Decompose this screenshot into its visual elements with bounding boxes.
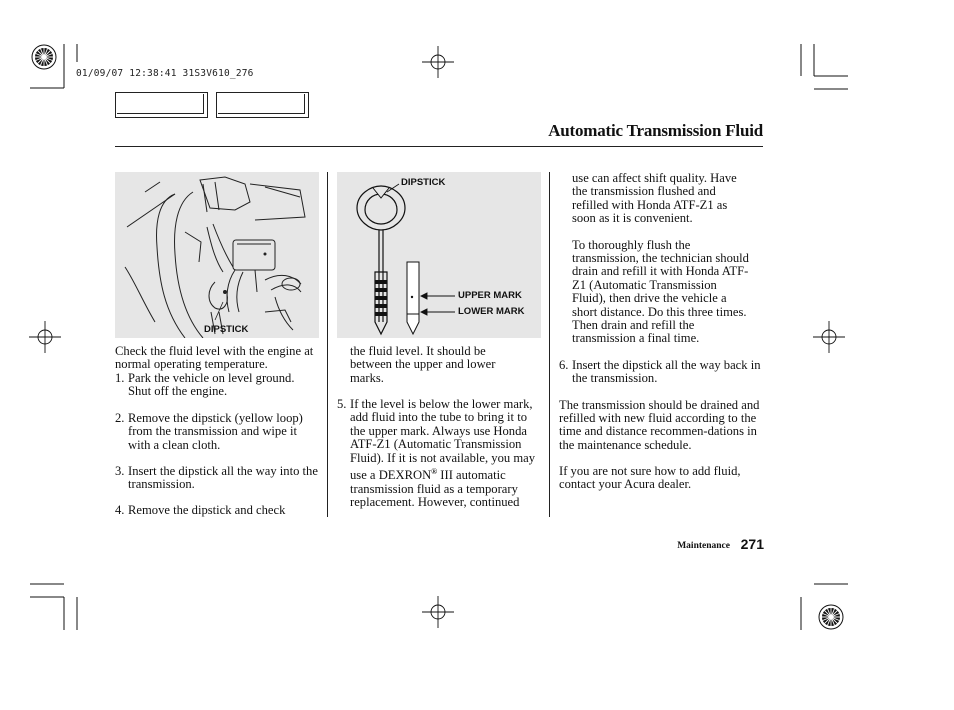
step-number: 2. — [115, 410, 125, 425]
crosshair-target-icon — [422, 46, 454, 78]
column-divider — [549, 172, 550, 517]
print-stamp: 01/09/07 12:38:41 31S3V610_276 — [76, 68, 254, 79]
registered-mark: ® — [431, 467, 438, 477]
step-text: Remove the dipstick and check — [128, 503, 286, 517]
section-tab-box — [115, 92, 208, 118]
step-number: 4. — [115, 503, 125, 517]
dipstick-diagram-figure — [337, 172, 541, 338]
section-tab-box — [216, 92, 309, 118]
step-text: Insert the dipstick all the way into the transmission. — [128, 464, 318, 492]
continuation-paragraph: the fluid level. It should be between the upper and lower marks. — [350, 344, 496, 385]
leader-line — [215, 302, 223, 320]
crosshair-target-icon — [422, 596, 454, 628]
engine-bay-figure — [115, 172, 319, 338]
intro-paragraph: Check the fluid level with the engine at normal operating temperature. — [115, 344, 314, 372]
footer-section-name: Maintenance — [677, 541, 730, 551]
step-5-text-a: If the level is below the lower mark, add fluid into the tube to bring it to the upper mark. Always use Honda ATF-Z1 (Automatic Transmission Fluid). If it is not available, you may use a — [350, 397, 536, 483]
continuation-paragraph: use can affect shift quality. Have the transmission flushed and refilled with Honda ATF-Z1 as soon as it is convenient. — [572, 171, 737, 226]
flush-paragraph: To thoroughly flush the transmission, the technician should drain and refill it with Honda ATF-Z1 (Automatic Transmission Fluid), then drive the vehicle a short distance. Do this three times. Then drain and refill the transmission a final time. — [572, 237, 749, 346]
upper-mark-label: UPPER MARK — [458, 290, 522, 301]
column-1 — [115, 345, 321, 525]
page-title: Automatic Transmission Fluid — [548, 121, 763, 140]
starburst-target-icon — [819, 605, 843, 629]
dipstick-label: DIPSTICK — [401, 177, 446, 188]
dexron-brand: DEXRON — [378, 468, 432, 483]
step-5-text-b: III automatic transmission fluid as a temporary replacement. However, continued — [350, 468, 520, 510]
step-text: Insert the dipstick all the way back in the transmission. — [572, 357, 761, 385]
step-number: 5. — [337, 397, 347, 411]
step-text: Remove the dipstick (yellow loop) from the transmission and wipe it with a clean cloth. — [128, 410, 303, 452]
step-number: 1. — [115, 370, 125, 385]
crosshair-target-icon — [29, 321, 61, 353]
column-3 — [559, 172, 765, 502]
crosshair-target-icon — [813, 321, 845, 353]
drain-paragraph: The transmission should be drained and refilled with new fluid according to the time and distance recommen-dations in the maintenance schedule. — [559, 397, 760, 452]
step-text: Park the vehicle on level ground. Shut off the engine. — [128, 370, 295, 399]
engine-bay-illustration — [115, 172, 319, 338]
starburst-target-icon — [32, 45, 56, 69]
dealer-paragraph: If you are not sure how to add fluid, contact your Acura dealer. — [559, 464, 741, 492]
step-text — [350, 398, 541, 509]
page-number: 271 — [740, 536, 764, 552]
step-number: 6. — [559, 357, 569, 372]
column-2 — [337, 345, 541, 525]
dipstick-label: DIPSTICK — [204, 324, 249, 335]
column-divider — [327, 172, 328, 517]
lower-mark-label: LOWER MARK — [458, 306, 525, 317]
title-rule — [115, 146, 763, 147]
step-number: 3. — [115, 464, 125, 478]
